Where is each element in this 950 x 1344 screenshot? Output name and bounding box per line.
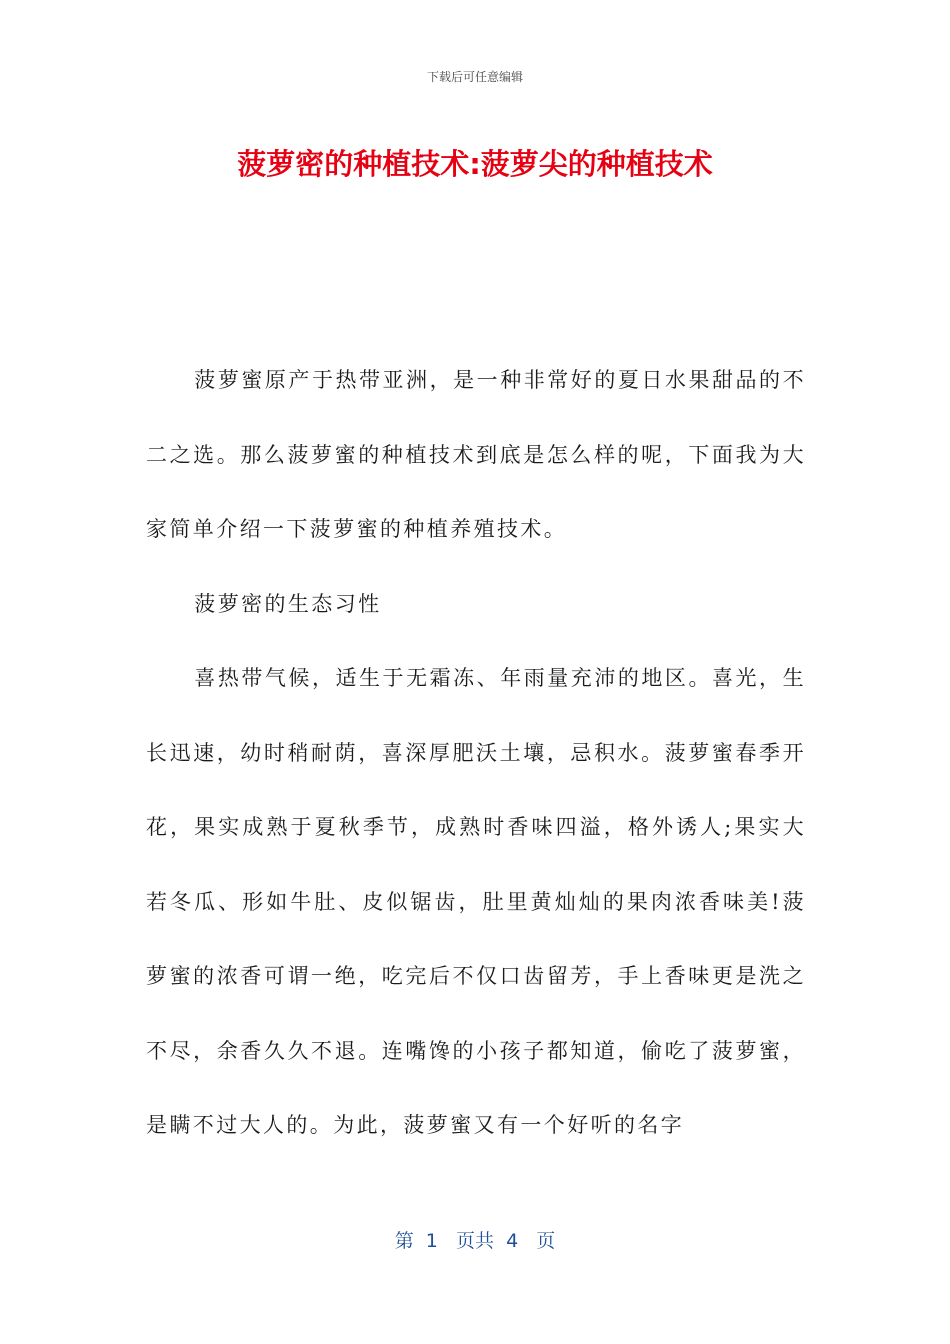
page-number-footer: 第 1 页共 4 页	[394, 1230, 556, 1252]
header-note: 下载后可任意编辑	[426, 70, 523, 84]
paragraph-heading-ecology: 菠萝密的生态习性	[194, 591, 382, 616]
paragraph-intro: 菠萝蜜原产于热带亚洲，是一种非常好的夏日水果甜品的不二之选。那么菠萝蜜的种植技术到底是怎么样的呢，下面我为大家简单介绍一下菠萝蜜的种植养殖技术。	[146, 368, 806, 541]
page-title: 菠萝密的种植技术:菠萝尖的种植技术	[237, 147, 713, 181]
paragraph-ecology: 喜热带气候，适生于无霜冻、年雨量充沛的地区。喜光，生长迅速，幼时稍耐荫，喜深厚肥沃土壤，忌积水。菠萝蜜春季开花，果实成熟于夏秋季节，成熟时香味四溢，格外诱人;果实大若冬瓜、形如牛肚、皮似锯齿，肚里黄灿灿的果肉浓香味美!菠萝蜜的浓香可谓一绝，吃完后不仅口齿留芳，手上香味更是洗之不尽，余香久久不退。连嘴馋的小孩子都知道，偷吃了菠萝蜜，是瞒不过大人的。为此，菠萝蜜又有一个好听的名字	[146, 666, 806, 1137]
document-body	[146, 343, 806, 1163]
